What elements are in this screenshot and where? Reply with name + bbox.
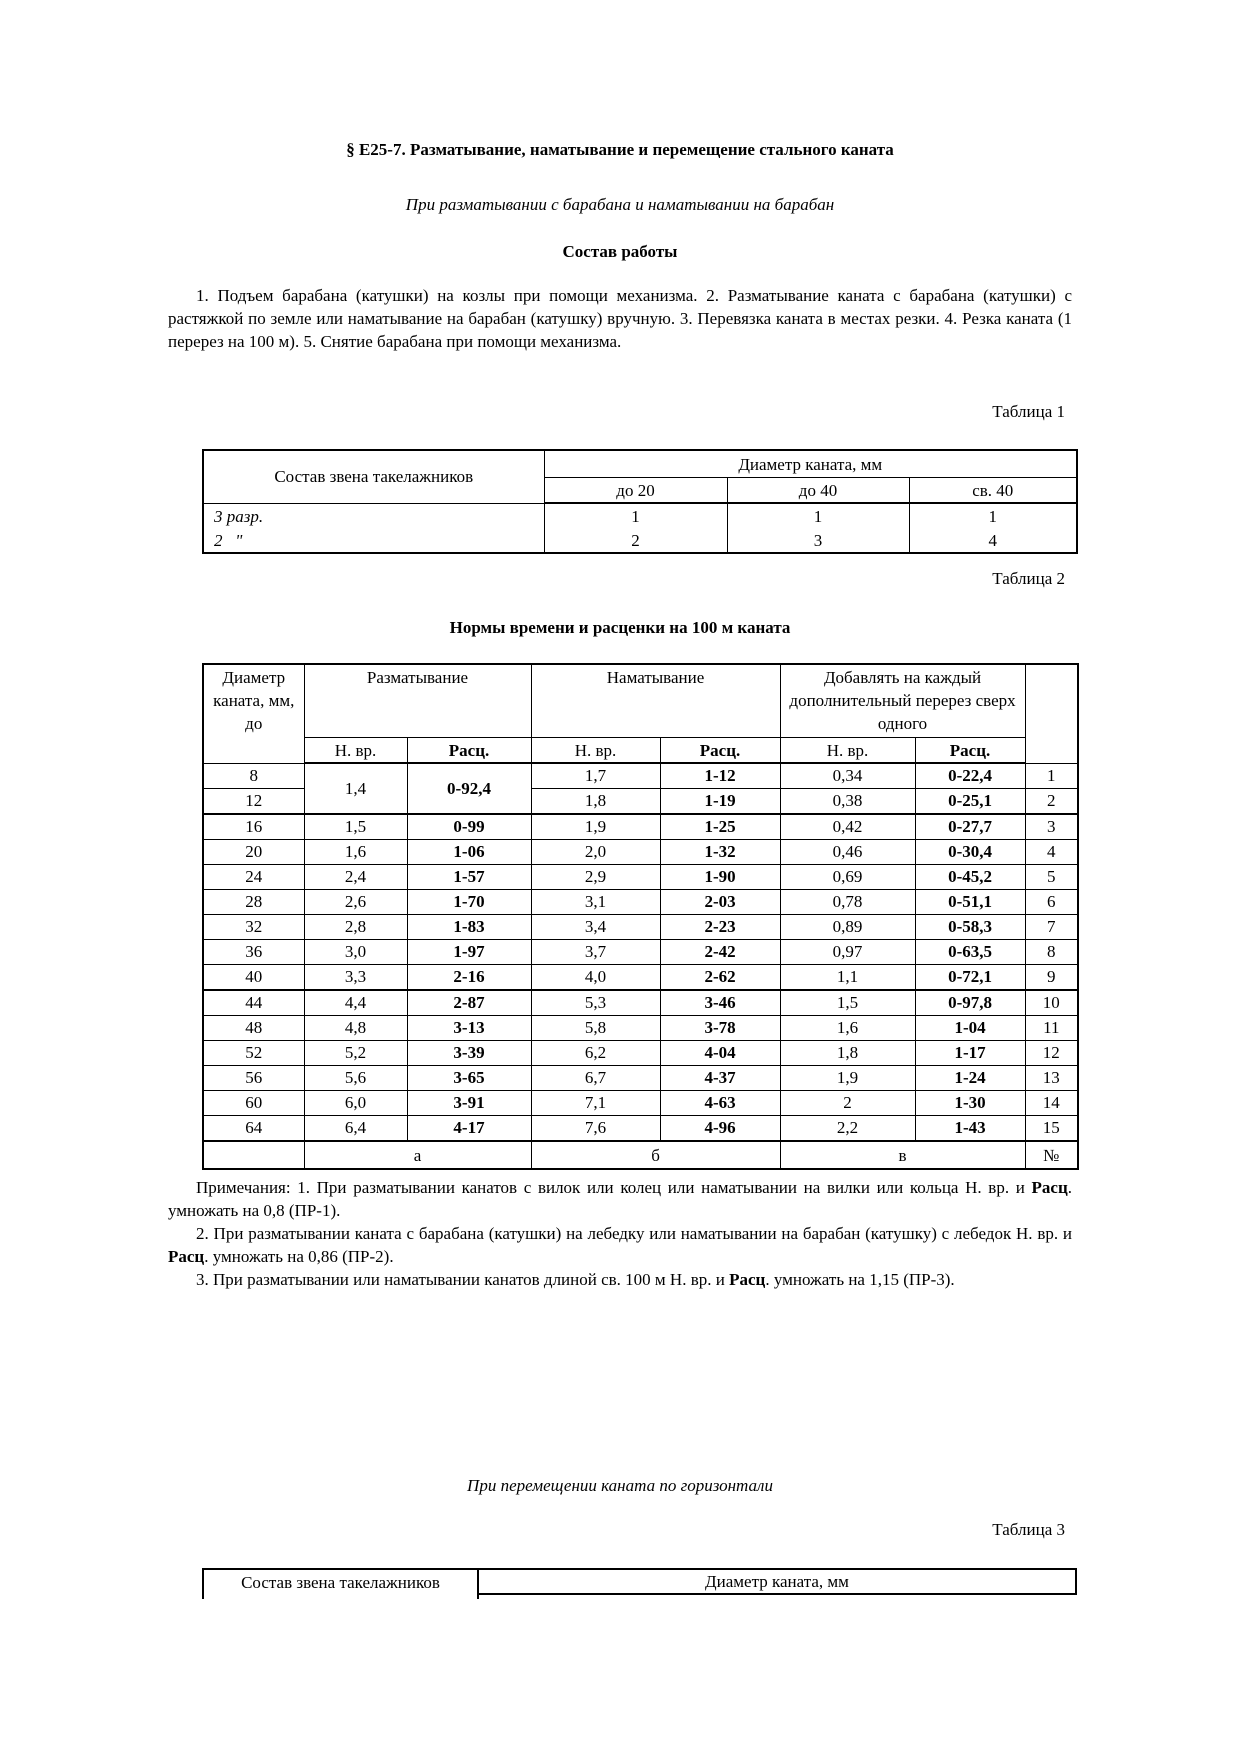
cell-unwind-time: 1,5 (304, 814, 407, 840)
cell-extra-rate: 0-27,7 (915, 814, 1025, 840)
cell-wind-time: 5,3 (531, 990, 660, 1016)
table2-subheader-row (203, 738, 1078, 764)
cell-wind-rate: 2-62 (660, 965, 780, 991)
cell-unwind-time: 6,4 (304, 1116, 407, 1142)
cell-extra-rate: 0-63,5 (915, 940, 1025, 965)
cell-extra-time: 0,38 (780, 789, 915, 815)
cell-row-number: 6 (1025, 890, 1078, 915)
notes-block (168, 1176, 1072, 1291)
cell-row-number: 9 (1025, 965, 1078, 991)
value: 2 (631, 531, 640, 550)
cell-row-number: 5 (1025, 865, 1078, 890)
table1-header-crew: Состав звена такелажников (203, 450, 544, 503)
cell-extra-rate: 0-45,2 (915, 865, 1025, 890)
cell-wind-rate: 1-32 (660, 840, 780, 865)
note-2 (168, 1222, 1072, 1268)
value: 1 (631, 507, 640, 526)
cell-extra-time: 1,6 (780, 1016, 915, 1041)
table2-title: Нормы времени и расценки на 100 м каната (449, 618, 791, 637)
subheader-time: Н. вр. (531, 738, 660, 764)
table-row (203, 965, 1078, 991)
cell-extra-time: 2 (780, 1091, 915, 1116)
cell-wind-rate: 4-96 (660, 1116, 780, 1142)
cell-extra-rate: 1-43 (915, 1116, 1025, 1142)
note-bold-rate: Расц (168, 1247, 205, 1266)
table-row (203, 1116, 1078, 1142)
note-text: . умножать на 1,15 (ПР-3). (765, 1270, 955, 1289)
subheader-time: Н. вр. (304, 738, 407, 764)
cell-row-number: 1 (1025, 763, 1078, 789)
table2-footer-row (203, 1141, 1078, 1169)
cell-unwind-rate: 3-91 (407, 1091, 531, 1116)
table3-crew-composition (202, 1568, 1077, 1599)
cell-extra-time: 0,46 (780, 840, 915, 865)
horizontal-move-heading: При перемещении каната по горизонтали (467, 1476, 773, 1495)
cell-diameter: 36 (203, 940, 304, 965)
cell-wind-rate: 1-12 (660, 763, 780, 789)
cell-extra-rate: 0-97,8 (915, 990, 1025, 1016)
cell-row-number: 7 (1025, 915, 1078, 940)
cell-diameter: 52 (203, 1041, 304, 1066)
table-row (203, 1016, 1078, 1041)
cell-diameter: 44 (203, 990, 304, 1016)
table1-subheader-upto40: до 40 (727, 478, 909, 504)
footer-index-v: в (780, 1141, 1025, 1169)
cell-row-number: 3 (1025, 814, 1078, 840)
table3-header-diameter: Диаметр каната, мм (479, 1568, 1077, 1595)
cell-row-number: 14 (1025, 1091, 1078, 1116)
cell-wind-time: 5,8 (531, 1016, 660, 1041)
cell-extra-time: 0,34 (780, 763, 915, 789)
cell-wind-time: 2,0 (531, 840, 660, 865)
value: 1 (813, 507, 823, 526)
cell-diameter: 24 (203, 865, 304, 890)
cell-wind-time: 3,1 (531, 890, 660, 915)
work-composition-text: 1. Подъем барабана (катушки) на козлы при помощи механизма. 2. Разматывание каната с барабана (катушки) с растяжкой по земле или наматывание на барабан (катушку) вручную. 3. Перевязка каната в местах резки. 4. Резка каната (1 перерез на 100 м). 5. Снятие барабана при помощи механизма. (168, 286, 1072, 351)
table-row (203, 814, 1078, 840)
cell-wind-rate: 1-19 (660, 789, 780, 815)
table1-header-row (203, 450, 1077, 478)
table1-subheader-upto20: до 20 (544, 478, 727, 504)
cell-extra-time: 0,78 (780, 890, 915, 915)
table-row (203, 1091, 1078, 1116)
table2-header-number-column (1025, 664, 1078, 763)
cell-diameter: 28 (203, 890, 304, 915)
cell-wind-rate: 4-63 (660, 1091, 780, 1116)
table2-caption: Таблица 2 (992, 569, 1065, 588)
cell-wind-time: 7,1 (531, 1091, 660, 1116)
cell-diameter: 12 (203, 789, 304, 815)
cell-unwind-rate: 1-06 (407, 840, 531, 865)
cell-row-number: 12 (1025, 1041, 1078, 1066)
cell-unwind-time: 1,4 (304, 763, 407, 814)
cell-unwind-time: 5,6 (304, 1066, 407, 1091)
cell-extra-time: 1,5 (780, 990, 915, 1016)
note-3 (168, 1268, 1072, 1291)
cell-diameter: 56 (203, 1066, 304, 1091)
cell-diameter: 20 (203, 840, 304, 865)
work-composition-heading: Состав работы (562, 242, 678, 261)
cell-extra-rate: 0-25,1 (915, 789, 1025, 815)
table1-caption: Таблица 1 (992, 402, 1065, 421)
table1-subheader-over40: св. 40 (909, 478, 1077, 504)
table-row (203, 890, 1078, 915)
subheader-rate: Расц. (407, 738, 531, 764)
table1-header-diameter: Диаметр каната, мм (544, 450, 1077, 478)
cell-unwind-time: 2,8 (304, 915, 407, 940)
cell-wind-time: 6,7 (531, 1066, 660, 1091)
note-text: . умножать на 0,8 (ПР-1). (168, 1178, 1072, 1220)
cell-unwind-rate: 3-13 (407, 1016, 531, 1041)
table1-values-upto40 (727, 503, 909, 553)
cell-unwind-rate: 1-83 (407, 915, 531, 940)
cell-wind-rate: 3-78 (660, 1016, 780, 1041)
cell-unwind-rate: 3-65 (407, 1066, 531, 1091)
table-row (203, 1066, 1078, 1091)
cell-diameter: 48 (203, 1016, 304, 1041)
value: 4 (988, 531, 998, 550)
table2-norms-rates (202, 663, 1079, 1170)
cell-unwind-time: 6,0 (304, 1091, 407, 1116)
cell-wind-time: 4,0 (531, 965, 660, 991)
cell-wind-time: 1,8 (531, 789, 660, 815)
table1-values-upto20 (544, 503, 727, 553)
cell-row-number: 8 (1025, 940, 1078, 965)
cell-extra-rate: 0-72,1 (915, 965, 1025, 991)
cell-diameter: 40 (203, 965, 304, 991)
cell-row-number: 13 (1025, 1066, 1078, 1091)
cell-extra-rate: 1-17 (915, 1041, 1025, 1066)
cell-extra-time: 0,89 (780, 915, 915, 940)
footer-number-sign: № (1025, 1141, 1078, 1169)
note-text: 3. При разматывании или наматывании канатов длиной св. 100 м Н. вр. и (196, 1270, 730, 1289)
note-bold-rate: Расц (729, 1270, 766, 1289)
cell-extra-time: 0,69 (780, 865, 915, 890)
cell-wind-time: 3,7 (531, 940, 660, 965)
cell-extra-rate: 1-30 (915, 1091, 1025, 1116)
cell-wind-rate: 2-42 (660, 940, 780, 965)
cell-unwind-rate: 3-39 (407, 1041, 531, 1066)
cell-unwind-rate: 4-17 (407, 1116, 531, 1142)
cell-wind-rate: 1-25 (660, 814, 780, 840)
cell-extra-time: 1,8 (780, 1041, 915, 1066)
table-row (203, 915, 1078, 940)
cell-unwind-rate: 1-70 (407, 890, 531, 915)
note-1 (168, 1176, 1072, 1222)
cell-wind-time: 3,4 (531, 915, 660, 940)
cell-extra-time: 2,2 (780, 1116, 915, 1142)
cell-wind-rate: 4-04 (660, 1041, 780, 1066)
cell-extra-rate: 0-51,1 (915, 890, 1025, 915)
cell-unwind-time: 3,0 (304, 940, 407, 965)
subheader-time: Н. вр. (780, 738, 915, 764)
table-row (203, 763, 1078, 789)
cell-unwind-rate: 1-97 (407, 940, 531, 965)
cell-diameter: 16 (203, 814, 304, 840)
footer-index-a: а (304, 1141, 531, 1169)
cell-extra-time: 1,1 (780, 965, 915, 991)
cell-unwind-time: 4,4 (304, 990, 407, 1016)
cell-extra-rate: 0-58,3 (915, 915, 1025, 940)
table-row (203, 1041, 1078, 1066)
cell-unwind-rate: 1-57 (407, 865, 531, 890)
table-row (203, 940, 1078, 965)
cell-wind-rate: 2-03 (660, 890, 780, 915)
table2-header-unwinding: Разматывание (304, 664, 531, 738)
cell-row-number: 10 (1025, 990, 1078, 1016)
table3-caption: Таблица 3 (992, 1520, 1065, 1539)
cell-row-number: 2 (1025, 789, 1078, 815)
cell-unwind-time: 3,3 (304, 965, 407, 991)
grade-label: 3 разр. (214, 506, 264, 526)
cell-wind-time: 1,7 (531, 763, 660, 789)
cell-unwind-rate: 0-92,4 (407, 763, 531, 814)
table2-header-winding: Наматывание (531, 664, 780, 738)
subheader-rate: Расц. (915, 738, 1025, 764)
cell-extra-rate: 1-24 (915, 1066, 1025, 1091)
cell-extra-rate: 0-22,4 (915, 763, 1025, 789)
table1-crew-composition (202, 449, 1078, 554)
table1-data-row (203, 503, 1077, 553)
cell-extra-rate: 1-04 (915, 1016, 1025, 1041)
cell-wind-rate: 1-90 (660, 865, 780, 890)
footer-index-b: б (531, 1141, 780, 1169)
cell-extra-time: 0,42 (780, 814, 915, 840)
cell-diameter: 60 (203, 1091, 304, 1116)
subheader-rate: Расц. (660, 738, 780, 764)
cell-wind-time: 6,2 (531, 1041, 660, 1066)
cell-diameter: 64 (203, 1116, 304, 1142)
value: 3 (813, 531, 823, 550)
note-text: 2. При разматывании каната с барабана (катушки) на лебедку или наматывании на барабан (катушку) с лебедок Н. вр. и (196, 1224, 1072, 1243)
cell-wind-rate: 2-23 (660, 915, 780, 940)
cell-extra-time: 1,9 (780, 1066, 915, 1091)
table-row (203, 990, 1078, 1016)
cell-row-number: 15 (1025, 1116, 1078, 1142)
cell-unwind-time: 1,6 (304, 840, 407, 865)
cell-diameter: 32 (203, 915, 304, 940)
table2-header-extra-cut: Добавлять на каждый дополнительный перерез сверх одного (780, 664, 1025, 738)
cell-row-number: 11 (1025, 1016, 1078, 1041)
note-text: . умножать на 0,86 (ПР-2). (204, 1247, 394, 1266)
note-bold-rate: Расц (1031, 1178, 1068, 1197)
table-row (203, 865, 1078, 890)
note-text: Примечания: 1. При разматывании канатов с вилок или колец или наматывании на вилки или кольца Н. вр. и (196, 1178, 1032, 1197)
table1-values-over40 (909, 503, 1077, 553)
cell-extra-time: 0,97 (780, 940, 915, 965)
cell-unwind-rate: 2-16 (407, 965, 531, 991)
cell-wind-rate: 4-37 (660, 1066, 780, 1091)
cell-row-number: 4 (1025, 840, 1078, 865)
table2-header-diameter: Диаметр каната, мм, до (203, 664, 304, 763)
cell-unwind-time: 4,8 (304, 1016, 407, 1041)
footer-empty-cell (203, 1141, 304, 1169)
cell-unwind-rate: 2-87 (407, 990, 531, 1016)
grade-label: 2 " (214, 530, 243, 550)
cell-unwind-time: 5,2 (304, 1041, 407, 1066)
page-title: § Е25-7. Разматывание, наматывание и перемещение стального каната (346, 140, 894, 159)
section-subtitle: При разматывании с барабана и наматывании на барабан (405, 195, 835, 214)
cell-unwind-time: 2,4 (304, 865, 407, 890)
cell-wind-time: 1,9 (531, 814, 660, 840)
cell-extra-rate: 0-30,4 (915, 840, 1025, 865)
value: 1 (988, 507, 998, 526)
cell-wind-time: 2,9 (531, 865, 660, 890)
table-row (203, 840, 1078, 865)
cell-wind-time: 7,6 (531, 1116, 660, 1142)
table2-group-header-row (203, 664, 1078, 738)
cell-unwind-time: 2,6 (304, 890, 407, 915)
cell-diameter: 8 (203, 763, 304, 789)
cell-unwind-rate: 0-99 (407, 814, 531, 840)
table1-grade-labels (203, 503, 544, 553)
table3-header-crew: Состав звена такелажников (202, 1568, 479, 1599)
cell-wind-rate: 3-46 (660, 990, 780, 1016)
